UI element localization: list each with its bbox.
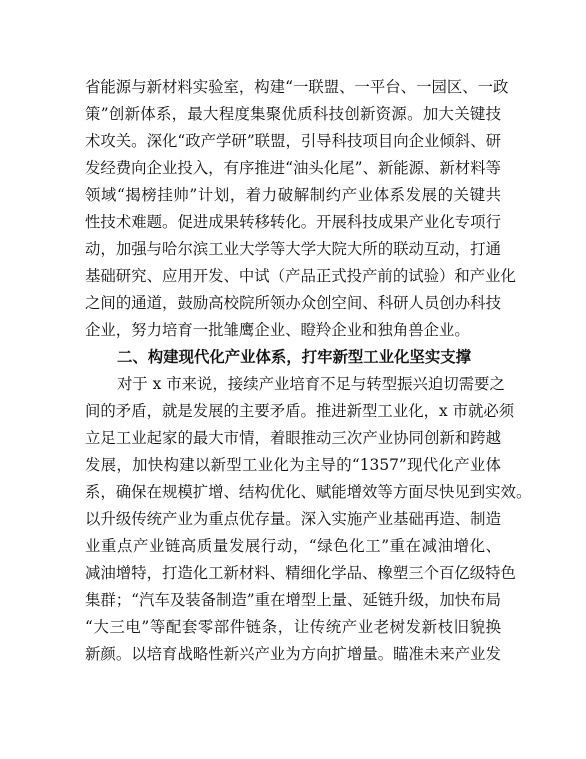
section-heading: 二、构建现代化产业体系，打牢新型工业化坚实支撑 bbox=[117, 348, 471, 366]
paragraph-line: 之间的通道，鼓励高校院所领办众创空间、科研人员创办科技 bbox=[85, 294, 501, 312]
paragraph-line: “大三电”等配套零部件链条，让传统产业老树发新枝旧貌换 bbox=[85, 618, 501, 636]
paragraph-line: 对于 x 市来说，接续产业培育不足与转型振兴迫切需要之 bbox=[117, 375, 505, 393]
paragraph-line: 发展，加快构建以新型工业化为主导的“1357”现代化产业体 bbox=[85, 456, 501, 474]
paragraph-line: 以升级传统产业为重点优存量。深入实施产业基础再造、制造 bbox=[85, 510, 501, 528]
paragraph-line: 业重点产业链高质量发展行动，“绿色化工”重在减油增化、 bbox=[85, 537, 501, 555]
paragraph-line: 动，加强与哈尔滨工业大学等大学大院大所的联动互动，打通 bbox=[85, 240, 501, 258]
paragraph-line: 新颜。以培育战略性新兴产业为方向扩增量。瞄准未来产业发 bbox=[85, 645, 501, 663]
paragraph-line: 基础研究、应用开发、中试（产品正式投产前的试验）和产业化 bbox=[85, 267, 516, 285]
paragraph-line: 术攻关。深化“政产学研”联盟，引导科技项目向企业倾斜、研 bbox=[85, 132, 501, 150]
paragraph-line: 立足工业起家的最大市情，着眼推动三次产业协同创新和跨越 bbox=[85, 429, 501, 447]
paragraph-line: 间的矛盾，就是发展的主要矛盾。推进新型工业化，x 市就必须 bbox=[85, 402, 515, 420]
paragraph-line: 领域“揭榜挂帅”计划，着力破解制约产业体系发展的关键共 bbox=[85, 186, 501, 204]
paragraph-line: 减油增特，打造化工新材料、精细化学品、橡塑三个百亿级特色 bbox=[85, 564, 516, 582]
paragraph-line: 系，确保在规模扩增、结构优化、赋能增效等方面尽快见到实效。 bbox=[85, 483, 532, 501]
paragraph-line: 策”创新体系，最大程度集聚优质科技创新资源。加大关键技 bbox=[85, 105, 501, 123]
paragraph-line: 企业，努力培育一批雏鹰企业、瞪羚企业和独角兽企业。 bbox=[85, 321, 470, 339]
paragraph-line: 省能源与新材料实验室，构建“一联盟、一平台、一园区、一政 bbox=[85, 78, 509, 96]
paragraph-line: 发经费向企业投入，有序推进“油头化尾”、新能源、新材料等 bbox=[85, 159, 501, 177]
paragraph-line: 集群；“汽车及装备制造”重在增型上量、延链升级，加快布局 bbox=[85, 591, 501, 609]
paragraph-line: 性技术难题。促进成果转移转化。开展科技成果产业化专项行 bbox=[85, 213, 501, 231]
